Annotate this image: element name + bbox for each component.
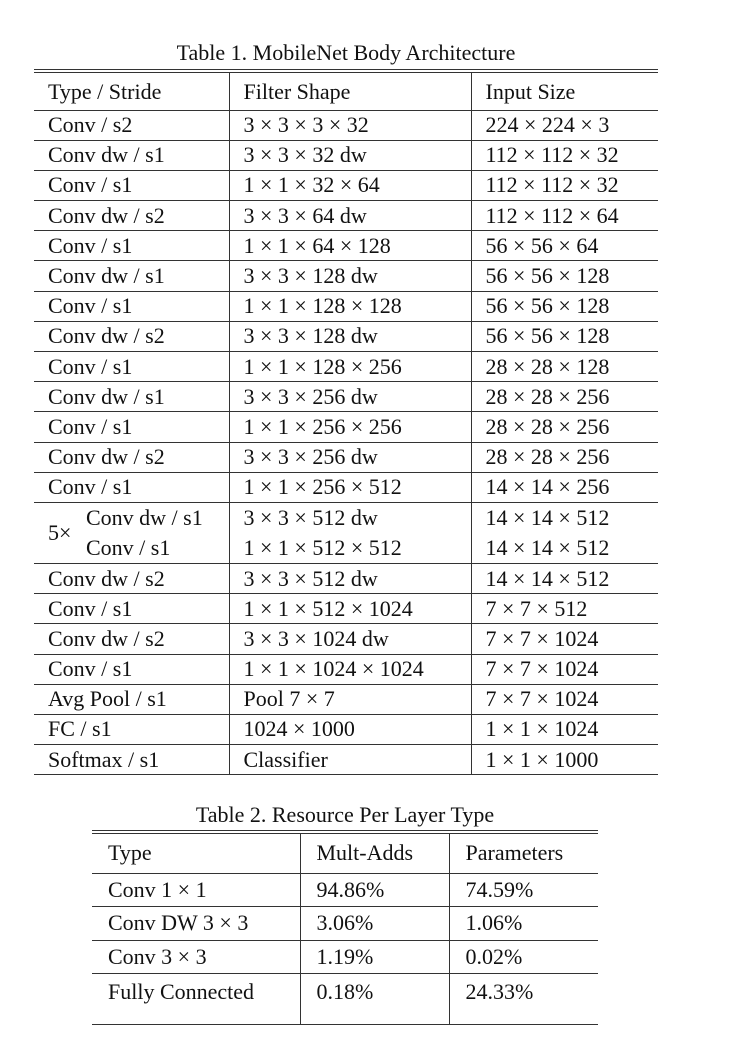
table-row [34,231,658,261]
cell-type: Conv 1 × 1 [92,873,300,907]
table-row [92,907,598,941]
cell-type-stride: Conv / s1 [34,412,229,442]
cell-type: Fully Connected [92,974,300,1025]
cell-input-size: 112 × 112 × 64 [471,201,658,231]
cell-type-stride: Conv / s1 [34,472,229,502]
table-row [34,201,658,231]
table-row [34,382,658,412]
cell-input-size: 7 × 7 × 1024 [471,624,658,654]
cell-type-stride: Conv / s1 [34,231,229,261]
header-input-size: Input Size [471,71,658,110]
header-mult-adds: Mult-Adds [300,832,449,873]
cell-type-stride: Conv / s2 [34,110,229,140]
cell-filter-shape: 1024 × 1000 [229,714,471,744]
table-row [34,594,658,624]
repeat-multiplier: 5× [48,519,72,545]
cell-parameters: 24.33% [449,974,598,1025]
repeat-type-stride: Conv / s1 [86,534,171,560]
table2-caption: Table 2. Resource Per Layer Type [195,802,495,827]
cell-filter-shape: 3 × 3 × 256 dw [229,382,471,412]
architecture-table [34,69,658,775]
cell-input-size-repeat [471,502,658,563]
header-type: Type [92,832,300,873]
cell-input-size: 14 × 14 × 256 [471,472,658,502]
table-header-row [92,832,598,873]
cell-input-size: 56 × 56 × 128 [471,291,658,321]
cell-mult-adds: 3.06% [300,907,449,941]
cell-filter-shape: 3 × 3 × 64 dw [229,201,471,231]
cell-type-stride: Conv / s1 [34,654,229,684]
header-type-stride: Type / Stride [34,71,229,110]
table-header-row [34,71,658,110]
cell-type-stride-repeat [34,502,229,563]
table1-caption: Table 1. MobileNet Body Architecture [176,40,516,65]
table-row [34,291,658,321]
cell-input-size: 56 × 56 × 64 [471,231,658,261]
cell-filter-shape: 1 × 1 × 128 × 128 [229,291,471,321]
header-filter-shape: Filter Shape [229,71,471,110]
cell-type-stride: Conv dw / s2 [34,321,229,351]
table-row [34,140,658,170]
cell-type-stride: FC / s1 [34,714,229,744]
cell-type-stride: Conv / s1 [34,291,229,321]
resource-table [92,830,598,1025]
cell-filter-shape-repeat [229,502,471,563]
table-row [34,321,658,351]
cell-type: Conv 3 × 3 [92,940,300,974]
cell-filter-shape: 3 × 3 × 128 dw [229,321,471,351]
cell-mult-adds: 94.86% [300,873,449,907]
cell-type-stride: Avg Pool / s1 [34,684,229,714]
cell-parameters: 1.06% [449,907,598,941]
cell-input-size: 28 × 28 × 256 [471,442,658,472]
cell-input-size: 56 × 56 × 128 [471,261,658,291]
repeat-filter-shape: 3 × 3 × 512 dw [243,504,378,530]
repeat-type-stride: Conv dw / s1 [86,504,203,530]
table-row [34,654,658,684]
resource-table-body [92,873,598,1025]
cell-filter-shape: Pool 7 × 7 [229,684,471,714]
cell-filter-shape: 1 × 1 × 1024 × 1024 [229,654,471,684]
cell-input-size: 56 × 56 × 128 [471,321,658,351]
cell-input-size: 14 × 14 × 512 [471,563,658,593]
table-row [34,745,658,775]
table-row-repeat-block [34,502,658,563]
table-row [34,110,658,140]
repeat-input-size: 14 × 14 × 512 [485,534,610,560]
cell-input-size: 224 × 224 × 3 [471,110,658,140]
cell-input-size: 112 × 112 × 32 [471,170,658,200]
cell-type-stride: Conv dw / s2 [34,563,229,593]
cell-type-stride: Conv dw / s1 [34,140,229,170]
table-row [34,684,658,714]
cell-filter-shape: 3 × 3 × 1024 dw [229,624,471,654]
cell-filter-shape: 3 × 3 × 128 dw [229,261,471,291]
cell-type-stride: Conv dw / s2 [34,624,229,654]
cell-filter-shape: 3 × 3 × 256 dw [229,442,471,472]
architecture-table-body [34,110,658,775]
cell-mult-adds: 0.18% [300,974,449,1025]
table-row [34,624,658,654]
table-row [34,442,658,472]
cell-parameters: 74.59% [449,873,598,907]
header-parameters: Parameters [449,832,598,873]
cell-input-size: 28 × 28 × 256 [471,412,658,442]
cell-type: Conv DW 3 × 3 [92,907,300,941]
cell-filter-shape: 3 × 3 × 32 dw [229,140,471,170]
cell-type-stride: Conv dw / s1 [34,382,229,412]
cell-type-stride: Conv dw / s2 [34,201,229,231]
cell-mult-adds: 1.19% [300,940,449,974]
cell-filter-shape: 1 × 1 × 256 × 256 [229,412,471,442]
cell-type-stride: Conv / s1 [34,594,229,624]
cell-type-stride: Conv / s1 [34,170,229,200]
cell-filter-shape: 1 × 1 × 256 × 512 [229,472,471,502]
table-row [34,563,658,593]
table-row [34,170,658,200]
table-row [34,261,658,291]
cell-input-size: 7 × 7 × 512 [471,594,658,624]
cell-filter-shape: 1 × 1 × 32 × 64 [229,170,471,200]
cell-filter-shape: 3 × 3 × 3 × 32 [229,110,471,140]
cell-filter-shape: Classifier [229,745,471,775]
repeat-input-size: 14 × 14 × 512 [485,504,610,530]
table-row [92,940,598,974]
cell-input-size: 7 × 7 × 1024 [471,684,658,714]
cell-type-stride: Conv dw / s1 [34,261,229,291]
table-row [34,714,658,744]
repeat-filter-shape: 1 × 1 × 512 × 512 [243,534,402,560]
cell-input-size: 112 × 112 × 32 [471,140,658,170]
table-row [34,412,658,442]
cell-filter-shape: 1 × 1 × 128 × 256 [229,352,471,382]
table-row [92,974,598,1025]
cell-type-stride: Conv dw / s2 [34,442,229,472]
cell-input-size: 7 × 7 × 1024 [471,654,658,684]
table-row [92,873,598,907]
table-row [34,472,658,502]
cell-filter-shape: 3 × 3 × 512 dw [229,563,471,593]
cell-input-size: 28 × 28 × 256 [471,382,658,412]
cell-parameters: 0.02% [449,940,598,974]
cell-filter-shape: 1 × 1 × 512 × 1024 [229,594,471,624]
cell-input-size: 1 × 1 × 1000 [471,745,658,775]
cell-type-stride: Softmax / s1 [34,745,229,775]
cell-filter-shape: 1 × 1 × 64 × 128 [229,231,471,261]
cell-input-size: 1 × 1 × 1024 [471,714,658,744]
cell-type-stride: Conv / s1 [34,352,229,382]
cell-input-size: 28 × 28 × 128 [471,352,658,382]
table-row [34,352,658,382]
